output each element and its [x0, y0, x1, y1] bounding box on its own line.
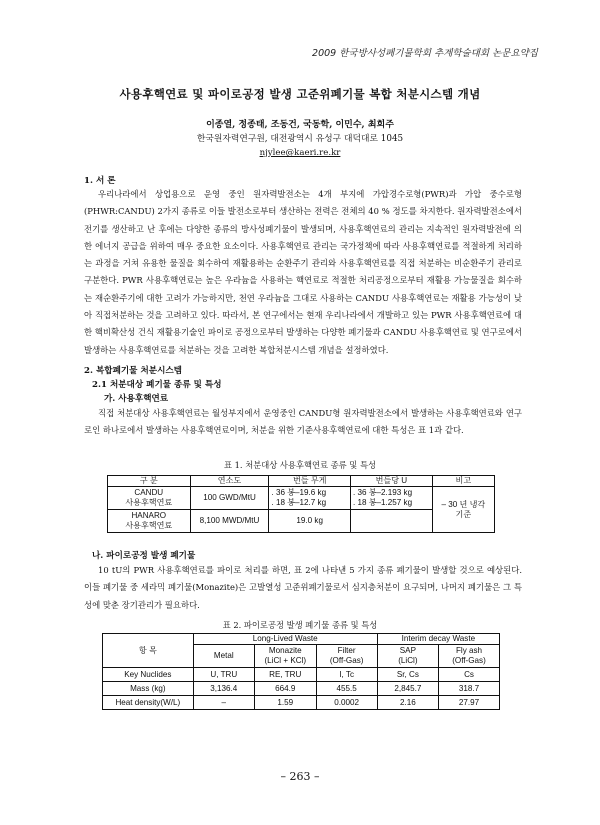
table-cell: Key Nuclides	[103, 668, 194, 682]
conference-header: 2009 한국방사성폐기물학회 추계학술대회 논문요약집	[312, 48, 538, 59]
table-row	[108, 476, 495, 487]
section-1-body	[84, 186, 522, 359]
email-link[interactable]: njylee@kaeri.re.kr	[259, 148, 341, 158]
table-2	[102, 633, 500, 710]
table-2-caption: 표 2. 파이로공정 발생 폐기물 종류 및 특성	[222, 620, 378, 630]
table-header: 번들당 U	[350, 476, 432, 487]
table-cell: – 30 년 냉각 기준	[432, 487, 494, 533]
table-cell: 2,845.7	[377, 682, 438, 696]
table-row	[103, 634, 500, 645]
table-row	[103, 696, 500, 710]
table-cell: U, TRU	[193, 668, 254, 682]
table-header: 항 목	[103, 634, 194, 668]
table-cell: 664.9	[254, 682, 316, 696]
table-header: 비고	[432, 476, 494, 487]
table-header: Interim decay Waste	[377, 634, 499, 645]
table-cell: 100 GWD/MtU	[190, 487, 269, 510]
table-cell: 8,100 MWD/MtU	[190, 510, 269, 533]
table-cell: I, Tc	[316, 668, 377, 682]
table-header: Fly ash (Off-Gas)	[439, 645, 500, 668]
paper-title: 사용후핵연료 및 파이로공정 발생 고준위폐기물 복합 처분시스템 개념	[119, 87, 481, 101]
table-1-caption: 표 1. 처분대상 사용후핵연료 종류 및 특성	[224, 460, 376, 470]
table-header: 연소도	[190, 476, 269, 487]
table-cell: . 36 봉–2.193 kg . 18 봉–1.257 kg	[350, 487, 432, 510]
table-cell: . 36 봉–19.6 kg . 18 봉–12.7 kg	[269, 487, 351, 510]
table-header: Long-Lived Waste	[193, 634, 377, 645]
spent-fuel-paragraph: 직접 처분대상 사용후핵연료는 월성부지에서 운영중인 CANDU형 원자력발전소에서 발생하는 사용후핵연료와 연구로인 하나로에서 발생하는 사용후핵연료이며, 처분을 위한 기준사용후핵연료에 대한 특성은 표 1과 같다.	[84, 408, 522, 436]
subsection-a-heading: 가. 사용후핵연료	[104, 394, 169, 404]
table-cell: Heat density(W/L)	[103, 696, 194, 710]
table-cell: 19.0 kg	[269, 510, 351, 533]
table-row	[103, 682, 500, 696]
table-cell: CANDU 사용후핵연료	[108, 487, 191, 510]
subsection-b-heading: 나. 파이로공정 발생 폐기물	[92, 551, 196, 561]
table-cell: 27.97	[439, 696, 500, 710]
affiliation: 한국원자력연구원, 대전광역시 유성구 대덕대로 1045	[196, 134, 404, 144]
table-cell: –	[193, 696, 254, 710]
table-cell: 2.16	[377, 696, 438, 710]
section-2-heading: 2. 복합폐기물 처분시스템	[84, 366, 182, 376]
intro-paragraph: 우리나라에서 상업용으로 운영 중인 원자력발전소는 4개 부지에 가압경수로형(PWR)과 가압 중수로형(PHWR:CANDU) 2가지 종류로 이들 발전소로부터 생산하는 전력은 전체의 40 % 정도를 차지한다. 원자력발전소에서 전기를 생산하고 난 후에는 다양한 종류의 방사성폐기물이 발생되며, 사용후핵연료의 관리는 지속적인 원자력발전에 의한 에너지 공급을 위하여 매우 중요한 요소이다. 사용후핵연료 관리는 국가정책에 따라 사용후핵연료를 적절하게 처리하는 과정을 거쳐 유용한 물질을 회수하여 재활용하는 순환주기 관리와 사용후핵연료를 직접 처분하는 비순환주기 관리로 구분한다. PWR 사용후핵연료는 높은 우라늄을 사용하는 핵연료로 적절한 처리공정으로부터 재활용 가능물질을 회수하는 재순환주기에 대한 고려가 가능하지만, 천연 우라늄을 그대로 사용하는 CANDU 사용후핵연료는 재활용 가능성이 낮아 직접처분하는 것을 고려하고 있다. 따라서, 본 연구에서는 현재 우리나라에서 개발하고 있는 PWR 사용후핵연료에 대한 핵비확산성 건식 재활용기술인 파이로 공정으로부터 발생하는 다양한 폐기물과 CANDU 사용후핵연료 및 연구로에서 발생하는 사용후핵연료를 처분하는 것을 고려한 복합처분시스템 개념을 설정하였다.	[84, 189, 522, 355]
table-cell: 1.59	[254, 696, 316, 710]
table-header: Monazite (LiCl + KCl)	[254, 645, 316, 668]
table-header: 번들 무게	[269, 476, 351, 487]
authors: 이종열, 정종태, 조동건, 국동학, 이민수, 최희주	[206, 120, 394, 130]
pyro-waste-paragraph: 10 tU의 PWR 사용후핵연료를 파이로 처리를 하면, 표 2에 나타낸 5 가지 종류 폐기물이 발생할 것으로 예상된다. 이들 폐기물 중 세라믹 폐기물(Monazite)은 고발열성 고준위폐기물로서 심지층처분이 요구되며, 나머지 폐기물은 그 특성에 맞춘 장기관리가 필요하다.	[84, 565, 522, 610]
table-header: 구 분	[108, 476, 191, 487]
table-header: SAP (LiCl)	[377, 645, 438, 668]
table-cell	[350, 510, 432, 533]
section-2-1-heading: 2.1 처분대상 폐기물 종류 및 특성	[92, 380, 222, 390]
table-cell: HANARO 사용후핵연료	[108, 510, 191, 533]
table-row	[108, 487, 495, 510]
subsection-b-body	[84, 562, 522, 614]
table-header: Filter (Off-Gas)	[316, 645, 377, 668]
section-1-heading: 1. 서 론	[84, 176, 116, 186]
table-cell: RE, TRU	[254, 668, 316, 682]
table-cell: 455.5	[316, 682, 377, 696]
table-header: Metal	[193, 645, 254, 668]
table-cell: 0.0002	[316, 696, 377, 710]
subsection-a-body	[84, 405, 522, 440]
table-1	[107, 475, 495, 533]
page-number: – 263 –	[280, 770, 320, 783]
table-cell: Cs	[439, 668, 500, 682]
table-row	[103, 668, 500, 682]
table-cell: Mass (kg)	[103, 682, 194, 696]
table-cell: 318.7	[439, 682, 500, 696]
table-cell: 3,136.4	[193, 682, 254, 696]
table-cell: Sr, Cs	[377, 668, 438, 682]
